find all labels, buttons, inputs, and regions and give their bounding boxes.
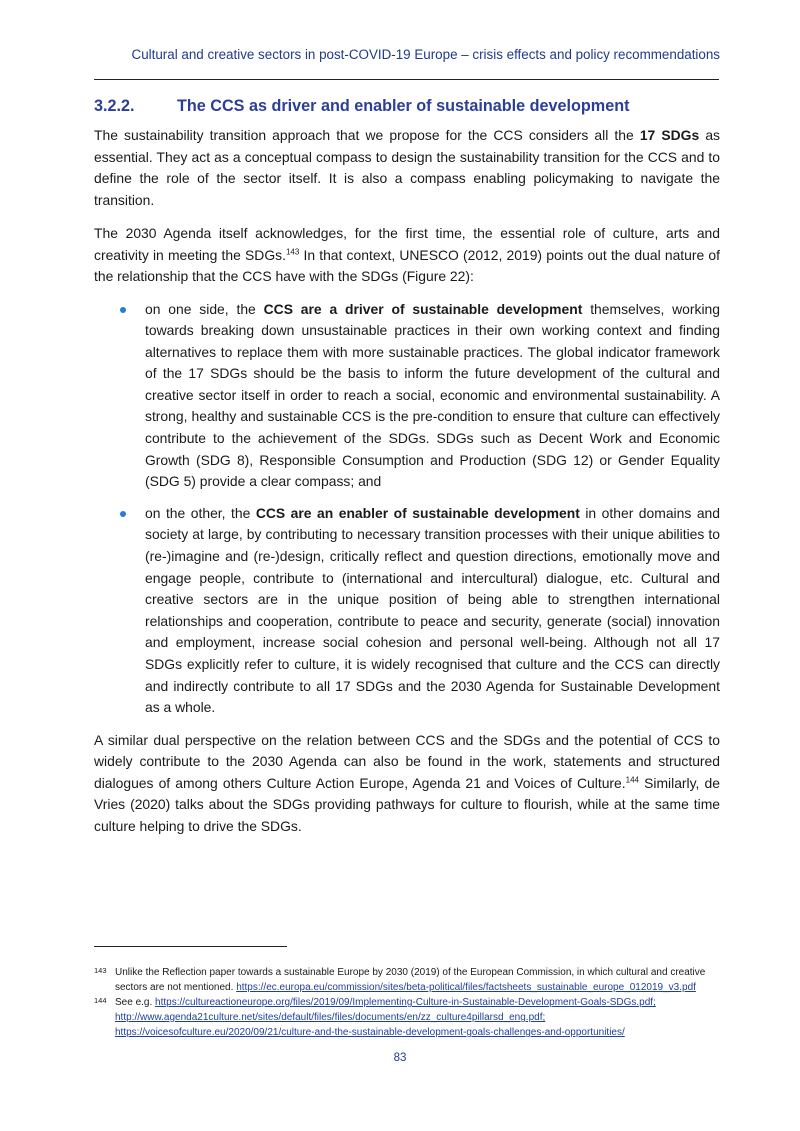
section-number: 3.2.2. [94,97,135,115]
footnote-143-text: Unlike the Reflection paper towards a sustainable Europe by 2030 (2019) of the European Commission, in which cultural and creative sectors are not mentioned. [115,967,706,993]
section-title: The CCS as driver and enabler of sustainable development [177,97,630,115]
footnote-143 [94,965,720,995]
footnote-144-line-1 [115,995,720,1010]
paragraph-1-bold: 17 SDGs [639,127,700,143]
footnote-144-line-2 [115,1010,720,1025]
footnote-link[interactable]: https://ec.europa.eu/commission/sites/beta-political/files/factsheets_sustainable_europe_012019_v3.pdf [236,982,696,993]
footnote-number: 144 [94,996,107,1005]
bullet-list [94,299,720,719]
paragraph-3 [94,730,720,838]
footnote-text [115,995,720,1040]
bullet-2-text-a: on the other, the [145,504,256,521]
running-header: Cultural and creative sectors in post-COVID-19 Europe – crisis effects and policy recommendations [131,47,720,62]
footnotes [94,965,720,1040]
footnote-link[interactable]: https://cultureactioneurope.org/files/2019/09/Implementing-Culture-in-Sustainable-Development-Goals-SDGs.pdf; [155,997,656,1008]
bullet-1-text-a: on one side, the [145,300,264,317]
footnote-144 [94,995,720,1040]
footnote-link[interactable]: http://www.agenda21culture.net/sites/default/files/files/documents/en/zz_culture4pillarsd_eng.pdf; [115,1012,546,1023]
bullet-dot-icon [120,307,126,313]
paragraph-2 [94,223,720,288]
bullet-2-bold: CCS are an enabler of sustainable development [255,504,580,521]
page-number: 83 [393,1052,407,1064]
bullet-dot-icon [120,511,126,517]
footnote-ref-143[interactable]: 143 [285,246,300,256]
footnote-144-line-3 [115,1025,720,1040]
footnote-144-text: See e.g. [115,997,156,1008]
paragraph-3-text-a: A similar dual perspective on the relation between CCS and the SDGs and the potential of CCS to widely contribute to the 2030 Agenda can also be found in the work, statements and structured dialogues of among others Culture Action Europe, Agenda 21 and Voices of Culture. [94,731,720,791]
paragraph-1-text-a: The sustainability transition approach that we propose for the CCS considers all the [94,127,640,143]
footnote-text [115,965,720,995]
bullet-1-bold: CCS are a driver of sustainable development [263,300,583,317]
footnote-divider [94,946,287,947]
footnote-ref-144[interactable]: 144 [625,775,639,785]
bullet-item-enabler [94,503,720,719]
paragraph-1-text-b: as essential. They act as a conceptual compass to design the sustainability transition for the CCS and to define the role of the sector itself. It is also a compass enabling policymaking to navigate the transition. [94,127,721,208]
section-heading [94,95,720,117]
bullet-2-text-b: in other domains and society at large, by contributing to necessary transition processes with their unique abilities to (re-)imagine and (re-)design, critically reflect and question directions, emotionally move and engage people, contribute to (international and intercultural) dialogue, etc. Cultural and creative sectors are in the unique position of being able to strengthen international relationships and cooperation, contribute to peace and security, generate (social) innovation and employment, increase social cohesion and personal well-being. Although not all 17 SDGs explicitly refer to culture, it is widely recognised that culture and the CCS can directly and indirectly contribute to all 17 SDGs and the 2030 Agenda for Sustainable Development as a whole. [145,504,720,716]
bullet-1-text-b: themselves, working towards breaking down unsustainable practices in their own working context and finding alternatives to replace them with more sustainable practices. The global indicator framework of the 17 SDGs should be the basis to inform the future development of the cultural and creative sector itself in order to reach a social, economic and environmental sustainability. A strong, healthy and sustainable CCS is the pre-condition to ensure that culture can effectively contribute to the achievement of the SDGs. SDGs such as Decent Work and Economic Growth (SDG 8), Responsible Consumption and Production (SDG 12) or Gender Equality (SDG 5) provide a clear compass; and [145,300,721,490]
paragraph-2-text-a: The 2030 Agenda itself acknowledges, for the first time, the essential role of culture, arts and creativity in meeting the SDGs. [94,225,720,263]
main-content [94,95,720,849]
footnote-link[interactable]: https://voicesofculture.eu/2020/09/21/culture-and-the-sustainable-development-goals-challenges-and-opportunities/ [115,1027,625,1038]
paragraph-1 [94,125,720,211]
footnote-number: 143 [94,966,107,975]
bullet-item-driver [94,299,720,493]
paragraph-3-text-b: Similarly, de Vries (2020) talks about the SDGs providing pathways for culture to flourish, while at the same time culture helping to drive the SDGs. [94,774,720,834]
paragraph-2-text-b: In that context, UNESCO (2012, 2019) points out the dual nature of the relationship that the CCS have with the SDGs (Figure 22): [94,246,720,284]
header-divider [94,79,719,80]
